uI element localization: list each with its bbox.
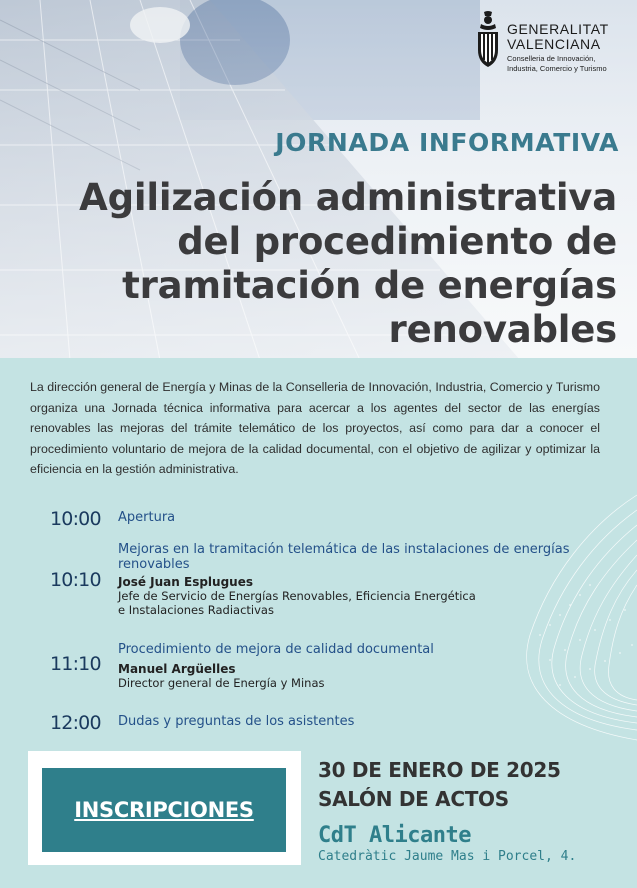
department-line: Conselleria de Innovación, — [507, 54, 596, 63]
logo-text — [507, 22, 609, 52]
agenda-speaker-role: e Instalaciones Radiactivas — [118, 603, 274, 617]
title-line: renovables — [388, 308, 617, 351]
registration-button[interactable] — [42, 768, 286, 852]
intro-paragraph: La dirección general de Energía y Minas de la Conselleria de Innovación, Industria, Comercio y Turismo organiza una Jornada técnica informativa para acercar a los agentes del sector de las energías renovables las mejoras del trámite telemático de los proyectos, así como para dar a conocer el procedimiento voluntario de mejora de la calidad documental, con el objetivo de agilizar y optimizar la eficiencia en la gestión administrativa. — [30, 380, 600, 476]
agenda-topic: Procedimiento de mejora de calidad documental — [118, 642, 434, 657]
agenda-topic: Mejoras en la tramitación telemática de las instalaciones de energías — [118, 542, 570, 557]
agenda-time: 12:00 — [50, 712, 101, 734]
event-room: SALÓN DE ACTOS — [318, 787, 509, 811]
event-title — [17, 176, 617, 352]
event-kicker: JORNADA INFORMATIVA — [275, 128, 619, 157]
wave-mesh-decoration — [400, 485, 637, 750]
agenda-time: 10:00 — [50, 508, 101, 530]
agenda-topic: renovables — [118, 557, 190, 572]
coat-of-arms-icon — [475, 10, 501, 68]
department-line: Industria, Comercio y Turismo — [507, 64, 607, 73]
agenda-speaker-role: Director general de Energía y Minas — [118, 676, 325, 690]
agenda-time: 11:10 — [50, 653, 101, 675]
title-line: del procedimiento de — [177, 220, 617, 263]
event-venue: CdT Alicante — [318, 823, 471, 848]
agenda-topic: Dudas y preguntas de los asistentes — [118, 714, 355, 729]
agenda-topic: Apertura — [118, 510, 176, 525]
agenda-speaker: Manuel Argüelles — [118, 662, 236, 676]
agenda-time: 10:10 — [50, 569, 101, 591]
title-line: tramitación de energías — [122, 264, 617, 307]
registration-label: INSCRIPCIONES — [74, 798, 254, 822]
generalitat-logo — [475, 8, 635, 80]
agenda-speaker-role: Jefe de Servicio de Energías Renovables, Eficiencia Energética — [118, 589, 476, 603]
event-address: Catedràtic Jaume Mas i Porcel, 4. — [318, 849, 577, 864]
logo-line: GENERALITAT — [507, 21, 609, 37]
logo-line: VALENCIANA — [507, 36, 601, 52]
event-date: 30 DE ENERO DE 2025 — [318, 758, 561, 782]
department-name — [507, 54, 607, 74]
title-line: Agilización administrativa — [79, 176, 617, 219]
agenda-speaker: José Juan Esplugues — [118, 575, 253, 589]
